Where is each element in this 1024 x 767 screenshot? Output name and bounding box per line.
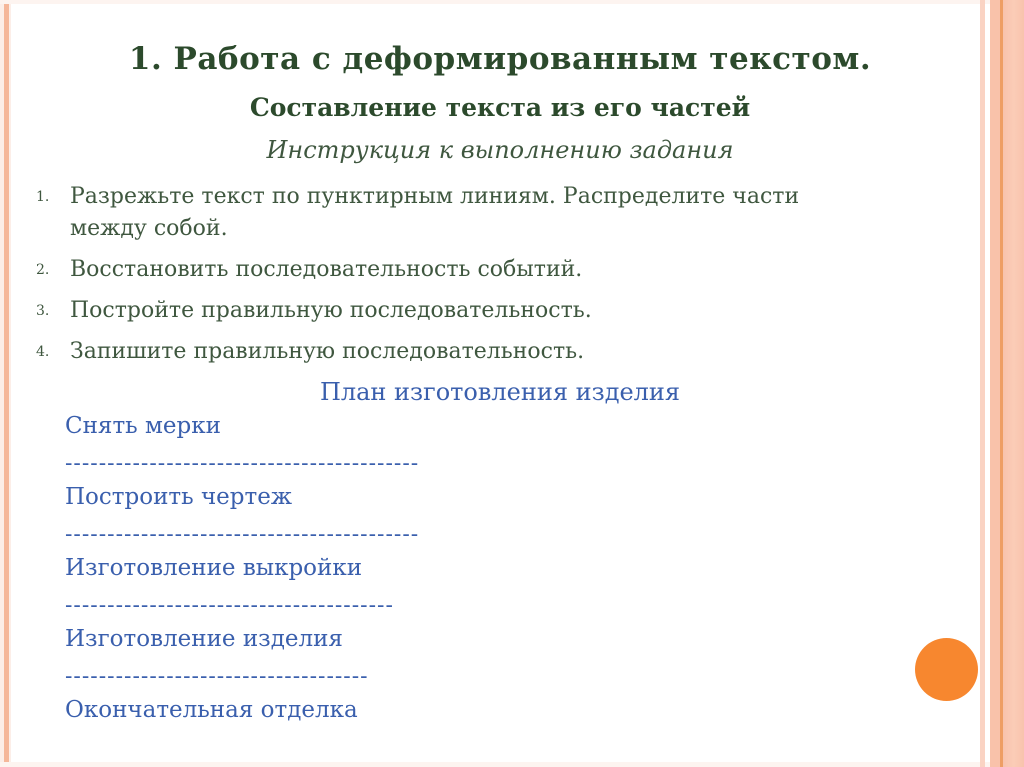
- instruction-item: [30, 336, 970, 368]
- slide-content: [30, 0, 970, 724]
- item-text: Постройте правильную последовательность.: [70, 298, 592, 324]
- plan-step: Изготовление выкройки: [65, 555, 363, 582]
- item-number: 2.: [36, 262, 50, 279]
- plan-section: [30, 377, 970, 724]
- plan-step: Снять мерки: [65, 413, 221, 440]
- item-text: Разрежьте текст по пунктирным линиям. Распределите части между собой.: [70, 184, 800, 242]
- item-number: 1.: [36, 189, 50, 206]
- left-border-stripe: [0, 0, 11, 767]
- plan-divider-dashed-line: ------------------------------------------: [65, 451, 420, 477]
- bottom-border-stripe: [0, 762, 1024, 767]
- instruction-item: [30, 295, 970, 327]
- plan-step: Построить чертеж: [65, 484, 293, 511]
- instruction-item: [30, 181, 970, 245]
- right-border-thin-stripe: [980, 0, 985, 767]
- plan-heading: План изготовления изделия: [319, 378, 681, 407]
- instruction-list: [30, 181, 970, 368]
- right-border-band: [990, 0, 1024, 767]
- page-title: 1. Работа с деформированным текстом.: [128, 41, 872, 77]
- plan-step: Окончательная отделка: [65, 697, 358, 724]
- plan-divider-dashed-line: ------------------------------------: [65, 664, 369, 690]
- subtitle: Составление текста из его частей: [249, 92, 751, 122]
- plan-divider-dashed-line: ---------------------------------------: [65, 593, 394, 619]
- plan-divider-dashed-line: ------------------------------------------: [65, 522, 420, 548]
- instruction-heading: Инструкция к выполнению задания: [266, 135, 734, 164]
- plan-step: Изготовление изделия: [65, 626, 343, 653]
- item-text: Восстановить последовательность событий.: [70, 257, 583, 283]
- instruction-item: [30, 254, 970, 286]
- item-number: 4.: [36, 344, 50, 361]
- item-number: 3.: [36, 303, 50, 320]
- item-text: Запишите правильную последовательность.: [70, 339, 585, 365]
